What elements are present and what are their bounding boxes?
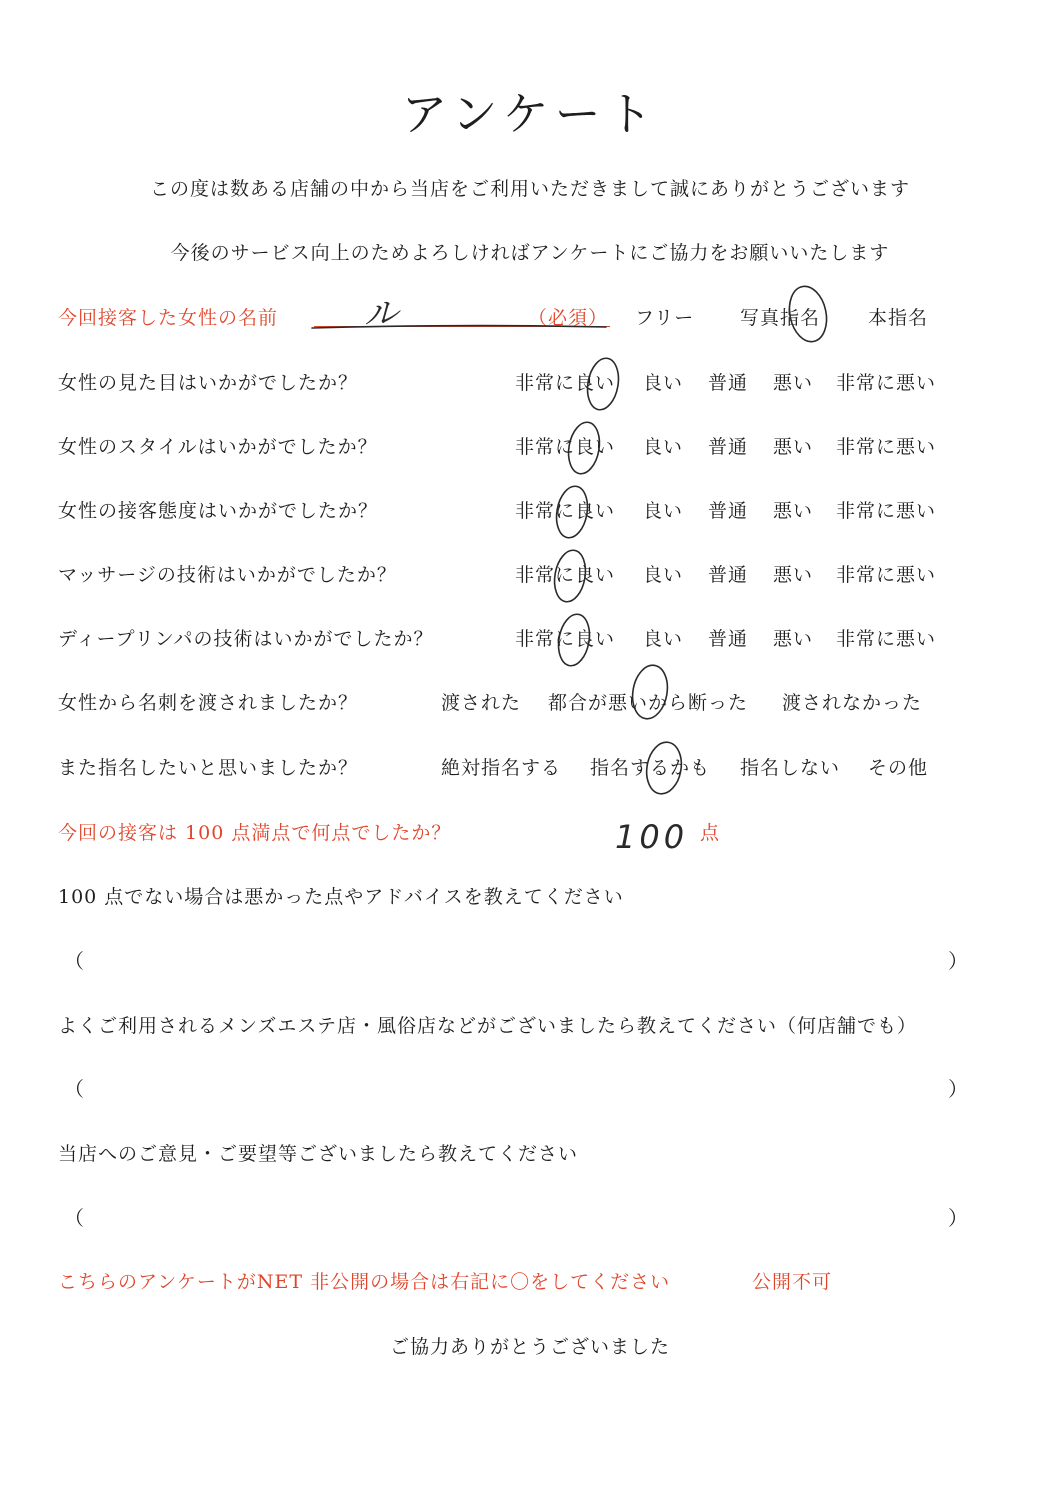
name-label: 今回接客した女性の名前 bbox=[58, 307, 279, 329]
handwritten-score[interactable]: 100 bbox=[615, 818, 689, 856]
question-style: 女性のスタイルはいかがでしたか？ bbox=[58, 436, 378, 458]
massage-average[interactable]: 普通 bbox=[708, 564, 749, 586]
score-label: 今回の接客は 100 点満点で何点でしたか？ bbox=[58, 822, 452, 844]
opinion-open-paren: （ bbox=[64, 1206, 84, 1230]
net-private-option[interactable]: 公開不可 bbox=[752, 1271, 833, 1293]
intro-line-1: この度は数ある店舗の中から当店をご利用いただきまして誠にありがとうございます bbox=[149, 178, 910, 200]
massage-bad[interactable]: 悪い bbox=[773, 564, 814, 586]
opinion-prompt: 当店へのご意見・ご要望等ございましたら教えてください bbox=[58, 1143, 579, 1165]
style-good[interactable]: 良い bbox=[643, 436, 684, 458]
lymph-good[interactable]: 良い bbox=[643, 628, 684, 650]
repeat-other[interactable]: その他 bbox=[868, 757, 929, 779]
card-received[interactable]: 渡された bbox=[441, 692, 522, 714]
question-appearance: 女性の見た目はいかがでしたか？ bbox=[58, 372, 359, 394]
attitude-very-good[interactable]: 非常に良い bbox=[515, 500, 616, 522]
page-title: アンケート bbox=[401, 87, 659, 141]
card-not-received[interactable]: 渡されなかった bbox=[782, 692, 923, 714]
net-notice: こちらのアンケートがNET 非公開の場合は右記に〇をしてください bbox=[58, 1271, 671, 1293]
advice-answer-field[interactable] bbox=[90, 942, 940, 972]
lymph-bad[interactable]: 悪い bbox=[773, 628, 814, 650]
shops-prompt: よくご利用されるメンズエステ店・風俗店などがございましたら教えてください（何店舗でも） bbox=[58, 1015, 918, 1037]
style-very-bad[interactable]: 非常に悪い bbox=[836, 436, 937, 458]
advice-open-paren: （ bbox=[64, 949, 84, 973]
closing-message: ご協力ありがとうございました bbox=[389, 1336, 670, 1358]
style-very-good[interactable]: 非常に良い bbox=[515, 436, 616, 458]
question-lymph: ディープリンパの技術はいかがでしたか？ bbox=[58, 628, 434, 650]
required-marker: （必須） bbox=[528, 307, 609, 329]
repeat-definitely[interactable]: 絶対指名する bbox=[441, 757, 562, 779]
lymph-very-good[interactable]: 非常に良い bbox=[515, 628, 616, 650]
appearance-very-good[interactable]: 非常に良い bbox=[515, 372, 616, 394]
massage-very-good[interactable]: 非常に良い bbox=[515, 564, 616, 586]
appearance-very-bad[interactable]: 非常に悪い bbox=[836, 372, 937, 394]
question-business-card: 女性から名刺を渡されましたか？ bbox=[58, 692, 359, 714]
advice-prompt: 100 点でない場合は悪かった点やアドバイスを教えてください bbox=[58, 886, 624, 908]
option-photo-nomination[interactable]: 写真指名 bbox=[740, 307, 821, 329]
question-massage: マッサージの技術はいかがでしたか？ bbox=[58, 564, 397, 586]
question-repeat: また指名したいと思いましたか？ bbox=[58, 757, 359, 779]
appearance-bad[interactable]: 悪い bbox=[773, 372, 814, 394]
massage-good[interactable]: 良い bbox=[643, 564, 684, 586]
attitude-good[interactable]: 良い bbox=[643, 500, 684, 522]
shops-close-paren: ） bbox=[948, 1077, 968, 1101]
shops-open-paren: （ bbox=[64, 1077, 84, 1101]
style-average[interactable]: 普通 bbox=[708, 436, 749, 458]
repeat-no[interactable]: 指名しない bbox=[740, 757, 841, 779]
opinion-answer-field[interactable] bbox=[90, 1199, 940, 1229]
score-unit: 点 bbox=[700, 822, 721, 844]
card-declined[interactable]: 都合が悪いから断った bbox=[548, 692, 749, 714]
opinion-close-paren: ） bbox=[948, 1206, 968, 1230]
option-regular-nomination[interactable]: 本指名 bbox=[868, 307, 929, 329]
shops-answer-field[interactable] bbox=[90, 1070, 940, 1100]
repeat-maybe[interactable]: 指名するかも bbox=[590, 757, 711, 779]
option-free[interactable]: フリー bbox=[635, 307, 695, 329]
massage-very-bad[interactable]: 非常に悪い bbox=[836, 564, 937, 586]
handwritten-name[interactable]: ル bbox=[364, 294, 398, 334]
lymph-average[interactable]: 普通 bbox=[708, 628, 749, 650]
advice-close-paren: ） bbox=[948, 949, 968, 973]
appearance-average[interactable]: 普通 bbox=[708, 372, 749, 394]
attitude-very-bad[interactable]: 非常に悪い bbox=[836, 500, 937, 522]
attitude-average[interactable]: 普通 bbox=[708, 500, 749, 522]
intro-line-2: 今後のサービス向上のためよろしければアンケートにご協力をお願いいたします bbox=[170, 242, 890, 264]
lymph-very-bad[interactable]: 非常に悪い bbox=[836, 628, 937, 650]
style-bad[interactable]: 悪い bbox=[773, 436, 814, 458]
attitude-bad[interactable]: 悪い bbox=[773, 500, 814, 522]
appearance-good[interactable]: 良い bbox=[643, 372, 684, 394]
question-attitude: 女性の接客態度はいかがでしたか？ bbox=[58, 500, 379, 522]
